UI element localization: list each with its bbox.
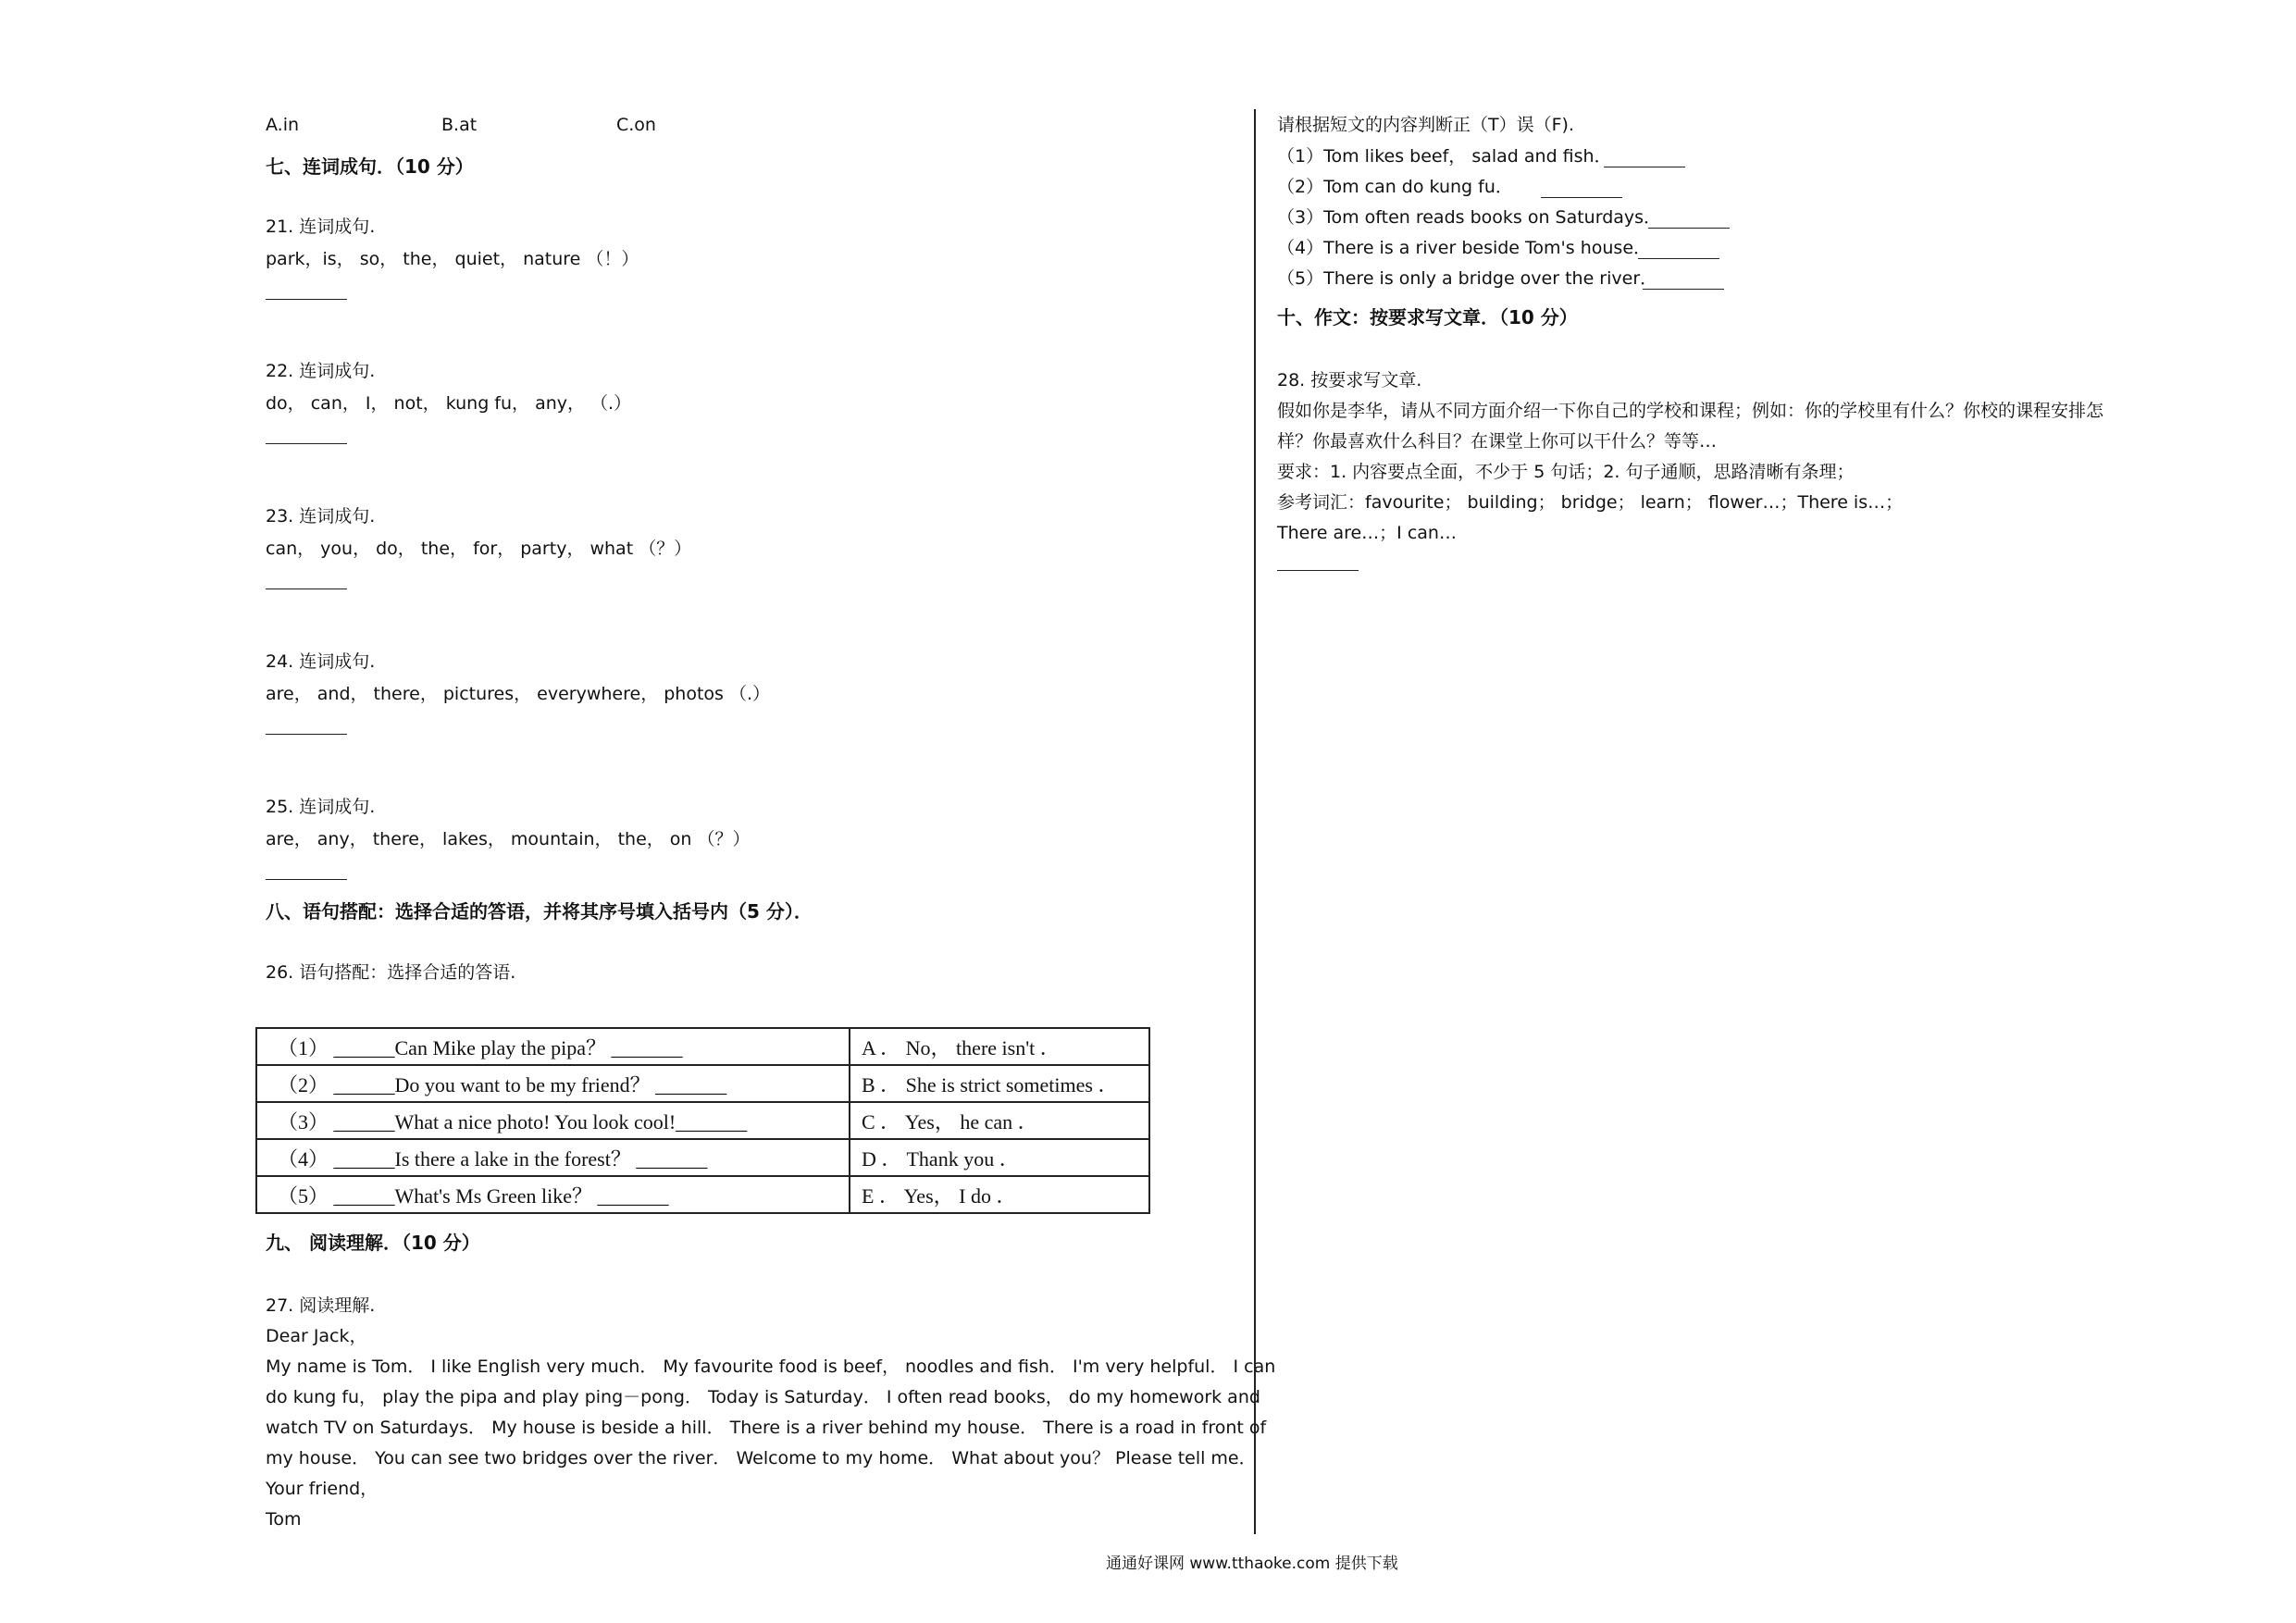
statement-2: （2）Tom can do kung fu．: [1277, 177, 1513, 197]
section8-heading: 八、语句搭配：选择合适的答语，并将其序号填入括号内（5 分）．: [266, 900, 813, 923]
footer-credit: 通通好课网 www.tthaoke.com 提供下载: [1106, 1555, 1398, 1573]
table-row: [256, 1102, 1149, 1139]
statement-2-blank[interactable]: [1541, 197, 1622, 198]
item22-answer-blank[interactable]: [266, 443, 347, 444]
item21-answer-blank[interactable]: [266, 299, 347, 300]
item25-answer-blank[interactable]: [266, 879, 347, 880]
item24-words: are， and， there， pictures， everywhere， photos （.）: [266, 684, 771, 704]
writing-prompt-line-1: 假如你是李华，请从不同方面介绍一下你自己的学校和课程；例如：你的学校里有什么？你校的课程安排怎: [1277, 401, 2104, 421]
letter-line: my house． You can see two bridges over the river． Welcome to my home． What about you？ Please tell me．: [266, 1448, 1257, 1468]
table-row: [256, 1176, 1149, 1213]
item22-label: 22. 连词成句.: [266, 361, 376, 381]
answer-cell: B ． She is strict sometimes ．: [850, 1065, 1149, 1102]
true-false-instruction: 请根据短文的内容判断正（T）误（F).: [1277, 115, 1574, 135]
item28-label: 28. 按要求写文章.: [1277, 370, 1422, 390]
table-row: [256, 1028, 1149, 1065]
letter-line: Tom: [266, 1509, 302, 1530]
letter-line: My name is Tom． I like English very much． My favourite food is beef， noodles and fish． I'm very helpful． I can: [266, 1357, 1276, 1377]
answer-cell: E ． Yes， I do ．: [850, 1176, 1149, 1213]
item21-label: 21. 连词成句.: [266, 217, 376, 237]
option-c: C.on: [616, 115, 656, 135]
letter-line: watch TV on Saturdays． My house is beside a hill． There is a river behind my house． There is a road in front of: [266, 1418, 1267, 1438]
item23-answer-blank[interactable]: [266, 588, 347, 589]
right-column: [1259, 0, 2296, 1623]
answer-cell: A ． No， there isn't ．: [850, 1028, 1149, 1065]
answer-cell: C ． Yes， he can ．: [850, 1102, 1149, 1139]
statement-4: （4）There is a river beside Tom's house．: [1277, 238, 1652, 258]
essay-answer-blank[interactable]: [1277, 570, 1359, 571]
item24-label: 24. 连词成句.: [266, 651, 376, 672]
item23-label: 23. 连词成句.: [266, 506, 376, 527]
letter-line: Dear Jack，: [266, 1326, 367, 1346]
statement-3: （3）Tom often reads books on Saturdays．: [1277, 207, 1662, 228]
column-divider: [1254, 109, 1256, 1534]
item23-words: can， you， do， the， for， party， what （？）: [266, 539, 692, 559]
item26-label: 26. 语句搭配：选择合适的答语.: [266, 962, 516, 983]
question-cell[interactable]: （3） ______What a nice photo! You look cool!_______: [256, 1102, 850, 1139]
item25-words: are， any， there， lakes， mountain， the， on （？）: [266, 829, 751, 849]
question-cell[interactable]: （2） ______Do you want to be my friend？ _______: [256, 1065, 850, 1102]
statement-5-blank[interactable]: [1643, 289, 1724, 290]
item21-words: park，is， so， the， quiet， nature （！）: [266, 249, 639, 269]
question-cell[interactable]: （4） ______Is there a lake in the forest？ _______: [256, 1139, 850, 1176]
statement-3-blank[interactable]: [1648, 228, 1730, 229]
writing-requirements: 要求：1. 内容要点全面，不少于 5 句话；2. 句子通顺，思路清晰有条理；: [1277, 462, 1855, 482]
item22-words: do， can， I， not， kung fu， any， （.）: [266, 393, 632, 414]
letter-line: do kung fu， play the pipa and play ping－pong． Today is Saturday． I often read books， do my homework and: [266, 1387, 1260, 1407]
section10-heading: 十、作文：按要求写文章．（10 分）: [1277, 306, 1578, 328]
item25-label: 25. 连词成句.: [266, 797, 376, 817]
question-cell[interactable]: （5） ______What's Ms Green like？ _______: [256, 1176, 850, 1213]
reference-vocab-line-2: There are…；I can…: [1277, 523, 1457, 543]
section7-heading: 七、连词成句．（10 分）: [266, 155, 474, 178]
question-cell[interactable]: （1） ______Can Mike play the pipa？ _______: [256, 1028, 850, 1065]
section9-heading: 九、 阅读理解．（10 分）: [266, 1232, 480, 1254]
writing-prompt-line-2: 样？你最喜欢什么科目？在课堂上你可以干什么？等等…: [1277, 431, 1718, 452]
item24-answer-blank[interactable]: [266, 734, 347, 735]
letter-line: Your friend，: [266, 1479, 379, 1499]
statement-4-blank[interactable]: [1638, 258, 1719, 259]
reference-vocab-line-1: 参考词汇：favourite； building； bridge； learn； flower…；There is…；: [1277, 492, 1904, 513]
matching-table: [255, 1027, 1150, 1214]
option-b: B.at: [441, 115, 478, 135]
answer-cell: D ． Thank you ．: [850, 1139, 1149, 1176]
table-row: [256, 1065, 1149, 1102]
table-row: [256, 1139, 1149, 1176]
statement-1: （1）Tom likes beef， salad and fish．: [1277, 146, 1612, 167]
option-a: A.in: [266, 115, 300, 135]
item27-label: 27. 阅读理解.: [266, 1295, 376, 1316]
statement-5: （5）There is only a bridge over the river．: [1277, 268, 1658, 289]
